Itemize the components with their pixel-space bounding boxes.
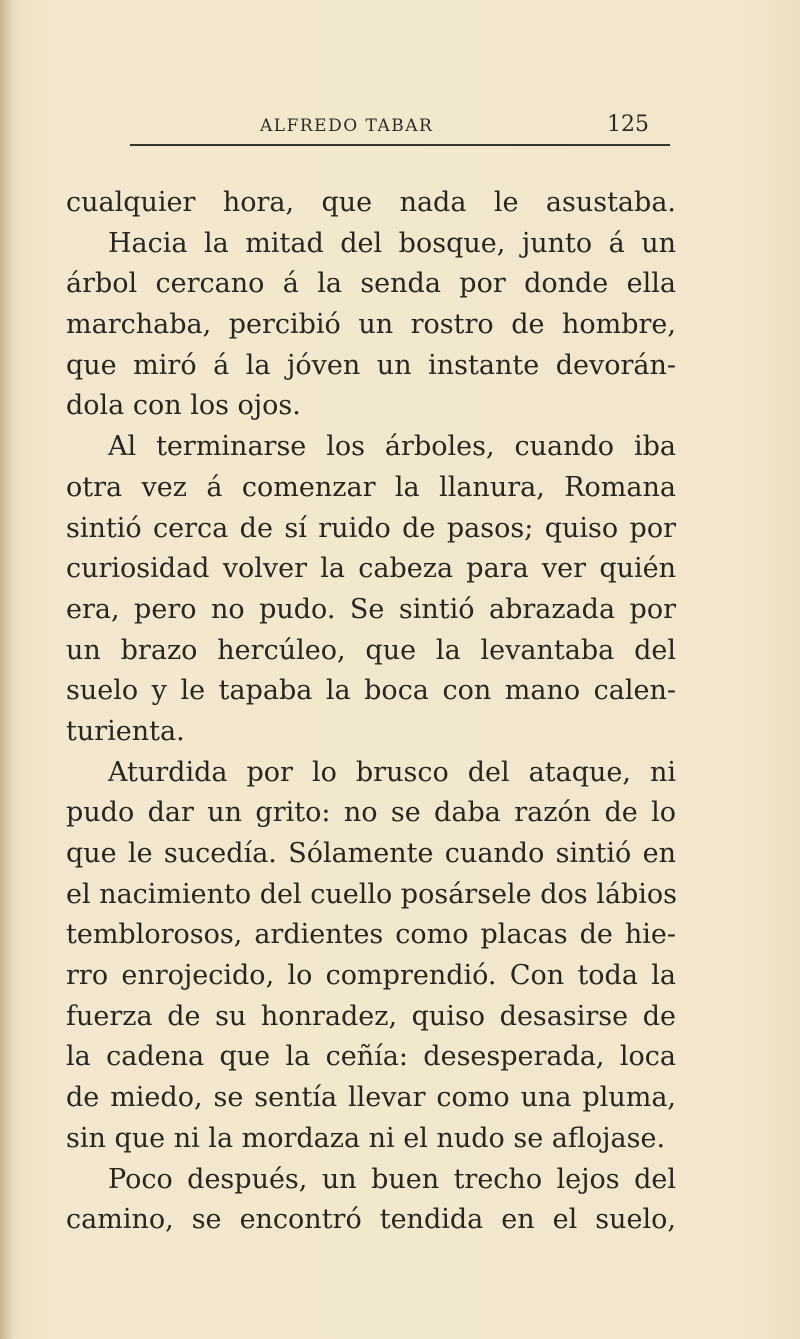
text-line: turienta. (66, 715, 185, 747)
text-line: camino, se encontró tendida en el suelo, (66, 1204, 676, 1236)
text-line: rro enrojecido, lo comprendió. Con toda la (66, 960, 676, 992)
text-line: fuerza de su honradez, quiso desasirse de (66, 1000, 676, 1032)
text-line: otra vez á comenzar la llanura, Romana (66, 471, 676, 503)
page-number: 125 (607, 112, 649, 137)
text-line: sintió cerca de sí ruido de pasos; quiso por (66, 512, 676, 544)
text-line: Aturdida por lo brusco del ataque, ni (108, 756, 676, 788)
text-line: la cadena que la ceñía: desesperada, loca (66, 1041, 676, 1073)
text-line: que le sucedía. Sólamente cuando sintió en (66, 838, 676, 869)
running-head: ALFREDO TABAR (260, 116, 434, 136)
text-line: que miró á la jóven un instante devorán- (66, 349, 676, 381)
text-line: Hacia la mitad del bosque, junto á un (108, 227, 676, 259)
text-line: árbol cercano á la senda por donde ella (66, 268, 676, 300)
text-line: pudo dar un grito: no se daba razón de lo (66, 797, 676, 829)
text-line: de miedo, se sentía llevar como una pluma, (66, 1082, 676, 1114)
text-line: Poco después, un buen trecho lejos del (108, 1163, 676, 1195)
text-line: dola con los ojos. (66, 390, 301, 422)
text-line: temblorosos, ardientes como placas de hie- (66, 919, 676, 951)
text-line: un brazo hercúleo, que la levantaba del (66, 634, 676, 666)
text-line: curiosidad volver la cabeza para ver quién (66, 553, 676, 585)
page-header (130, 112, 670, 152)
spine-shadow (0, 0, 14, 1339)
text-line: marchaba, percibió un rostro de hombre, (66, 309, 676, 341)
text-line: sin que ni la mordaza ni el nudo se aflojase. (66, 1122, 666, 1154)
text-line: era, pero no pudo. Se sintió abrazada por (66, 593, 676, 625)
text-line: el nacimiento del cuello posársele dos lábios (66, 878, 677, 910)
text-line: suelo y le tapaba la boca con mano calen- (66, 675, 676, 707)
body-text (66, 183, 676, 1241)
text-line: Al terminarse los árboles, cuando iba (108, 431, 676, 463)
text-line: cualquier hora, que nada le asustaba. (66, 187, 676, 218)
header-rule (130, 144, 670, 146)
